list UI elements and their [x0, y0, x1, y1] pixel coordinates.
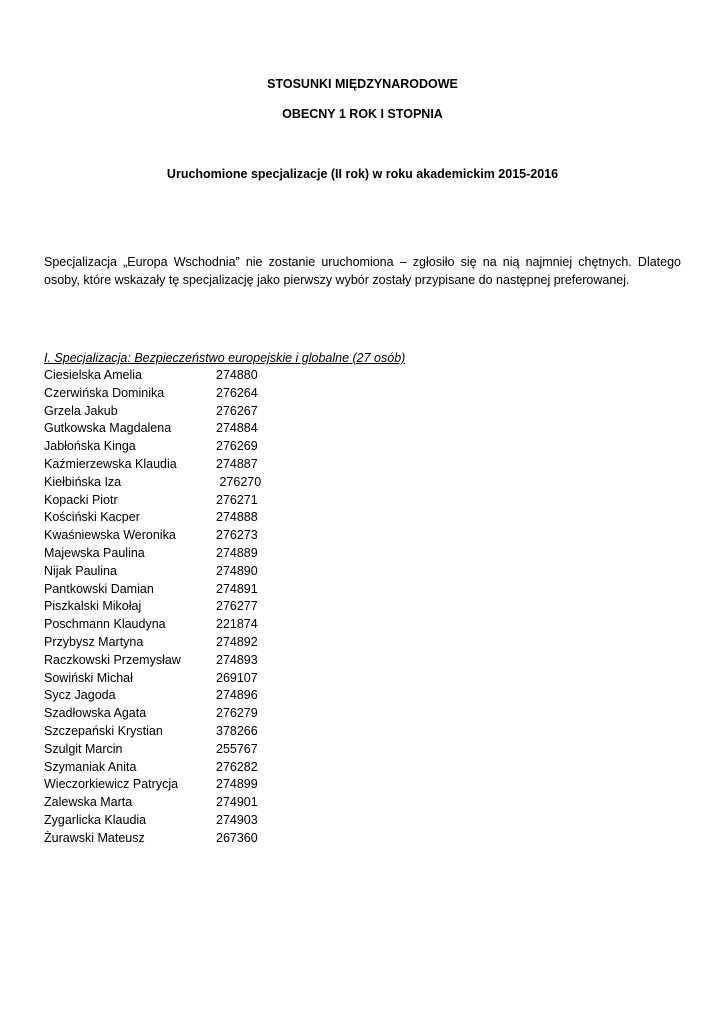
student-name: Jabłońska Kinga [44, 439, 136, 454]
student-name: Żurawski Mateusz [44, 830, 145, 845]
student-id: 276277 [216, 599, 258, 614]
student-name: Kwaśniewska Weronika [44, 528, 176, 543]
student-name: Sowiński Michał [44, 670, 133, 685]
student-id: 276270 [216, 474, 262, 489]
student-name: Gutkowska Magdalena [44, 421, 172, 436]
student-name: Kopacki Piotr [44, 492, 118, 507]
student-id: 269107 [216, 670, 258, 685]
student-row [44, 830, 261, 848]
student-id: 274880 [216, 368, 258, 382]
student-id: 276264 [216, 385, 258, 400]
student-name: Wieczorkiewicz Patrycja [44, 777, 179, 792]
student-row [44, 794, 261, 812]
student-name: Grzela Jakub [44, 403, 118, 418]
student-row [44, 581, 261, 599]
notice-paragraph: Specjalizacja „Europa Wschodnia” nie zostanie uruchomiona – zgłosiło się na nią najmniej chętnych. Dlatego osoby, które wskazały tę specjalizację jako pierwszy wybór zostały przypisane do następnej preferowanej. [44, 255, 681, 287]
student-row [44, 367, 261, 385]
student-id: 274892 [216, 634, 258, 649]
student-row [44, 759, 261, 777]
student-id: 274896 [216, 688, 258, 703]
student-id: 378266 [216, 723, 258, 738]
document-subtitle: OBECNY 1 ROK I STOPNIA [282, 107, 443, 121]
student-name: Szymaniak Anita [44, 759, 137, 774]
student-id: 276282 [216, 759, 258, 774]
student-id: 274888 [216, 510, 258, 525]
student-name: Raczkowski Przemysław [44, 652, 181, 667]
student-row [44, 652, 261, 670]
student-id: 274891 [216, 581, 258, 596]
student-name: Kościński Kacper [44, 510, 140, 525]
student-name: Majewska Paulina [44, 545, 145, 560]
student-name: Ciesielska Amelia [44, 368, 142, 382]
student-name: Sycz Jagoda [44, 688, 116, 703]
student-id: 276279 [216, 706, 258, 721]
student-row [44, 776, 261, 794]
student-row [44, 474, 261, 492]
student-row [44, 385, 261, 403]
student-name: Szulgit Marcin [44, 741, 123, 756]
student-row [44, 527, 261, 545]
document-heading: Uruchomione specjalizacje (II rok) w roku akademickim 2015-2016 [166, 167, 559, 181]
student-name: Zygarlicka Klaudia [44, 812, 147, 827]
student-row [44, 670, 261, 688]
student-name: Przybysz Martyna [44, 634, 144, 649]
student-name: Szadłowska Agata [44, 706, 147, 721]
student-row [44, 456, 261, 474]
student-name: Poschmann Klaudyna [44, 617, 166, 632]
student-id: 267360 [216, 830, 258, 845]
student-name: Nijak Paulina [44, 563, 117, 578]
student-id: 274893 [216, 652, 258, 667]
student-row [44, 492, 261, 510]
student-name: Kiełbińska Iza [44, 474, 122, 489]
student-id: 274903 [216, 812, 258, 827]
student-name: Kaźmierzewska Klaudia [44, 456, 177, 471]
student-row [44, 616, 261, 634]
student-name: Czerwińska Dominika [44, 385, 165, 400]
student-row [44, 705, 261, 723]
student-name: Pantkowski Damian [44, 581, 154, 596]
student-list [44, 367, 261, 848]
student-id: 274899 [216, 777, 258, 792]
student-row [44, 812, 261, 830]
student-id: 276273 [216, 528, 258, 543]
student-id: 276271 [216, 492, 258, 507]
student-row [44, 598, 261, 616]
student-id: 276267 [216, 403, 258, 418]
student-row [44, 438, 261, 456]
student-id: 221874 [216, 617, 258, 632]
student-id: 274887 [216, 456, 258, 471]
student-row [44, 545, 261, 563]
student-row [44, 687, 261, 705]
document-title: STOSUNKI MIĘDZYNARODOWE [267, 77, 458, 91]
student-id: 255767 [216, 741, 258, 756]
student-row [44, 634, 261, 652]
student-row [44, 741, 261, 759]
student-row [44, 420, 261, 438]
student-name: Zalewska Marta [44, 795, 133, 810]
student-row [44, 723, 261, 741]
student-id: 274884 [216, 421, 258, 436]
student-name: Szczepański Krystian [44, 723, 163, 738]
student-id: 276269 [216, 439, 258, 454]
student-id: 274889 [216, 545, 258, 560]
student-name: Piszkalski Mikołaj [44, 599, 142, 614]
student-row [44, 509, 261, 527]
student-row [44, 563, 261, 581]
student-row [44, 403, 261, 421]
section-title: I. Specjalizacja: Bezpieczeństwo europejskie i globalne (27 osób) [44, 351, 406, 365]
student-id: 274901 [216, 795, 258, 810]
student-id: 274890 [216, 563, 258, 578]
